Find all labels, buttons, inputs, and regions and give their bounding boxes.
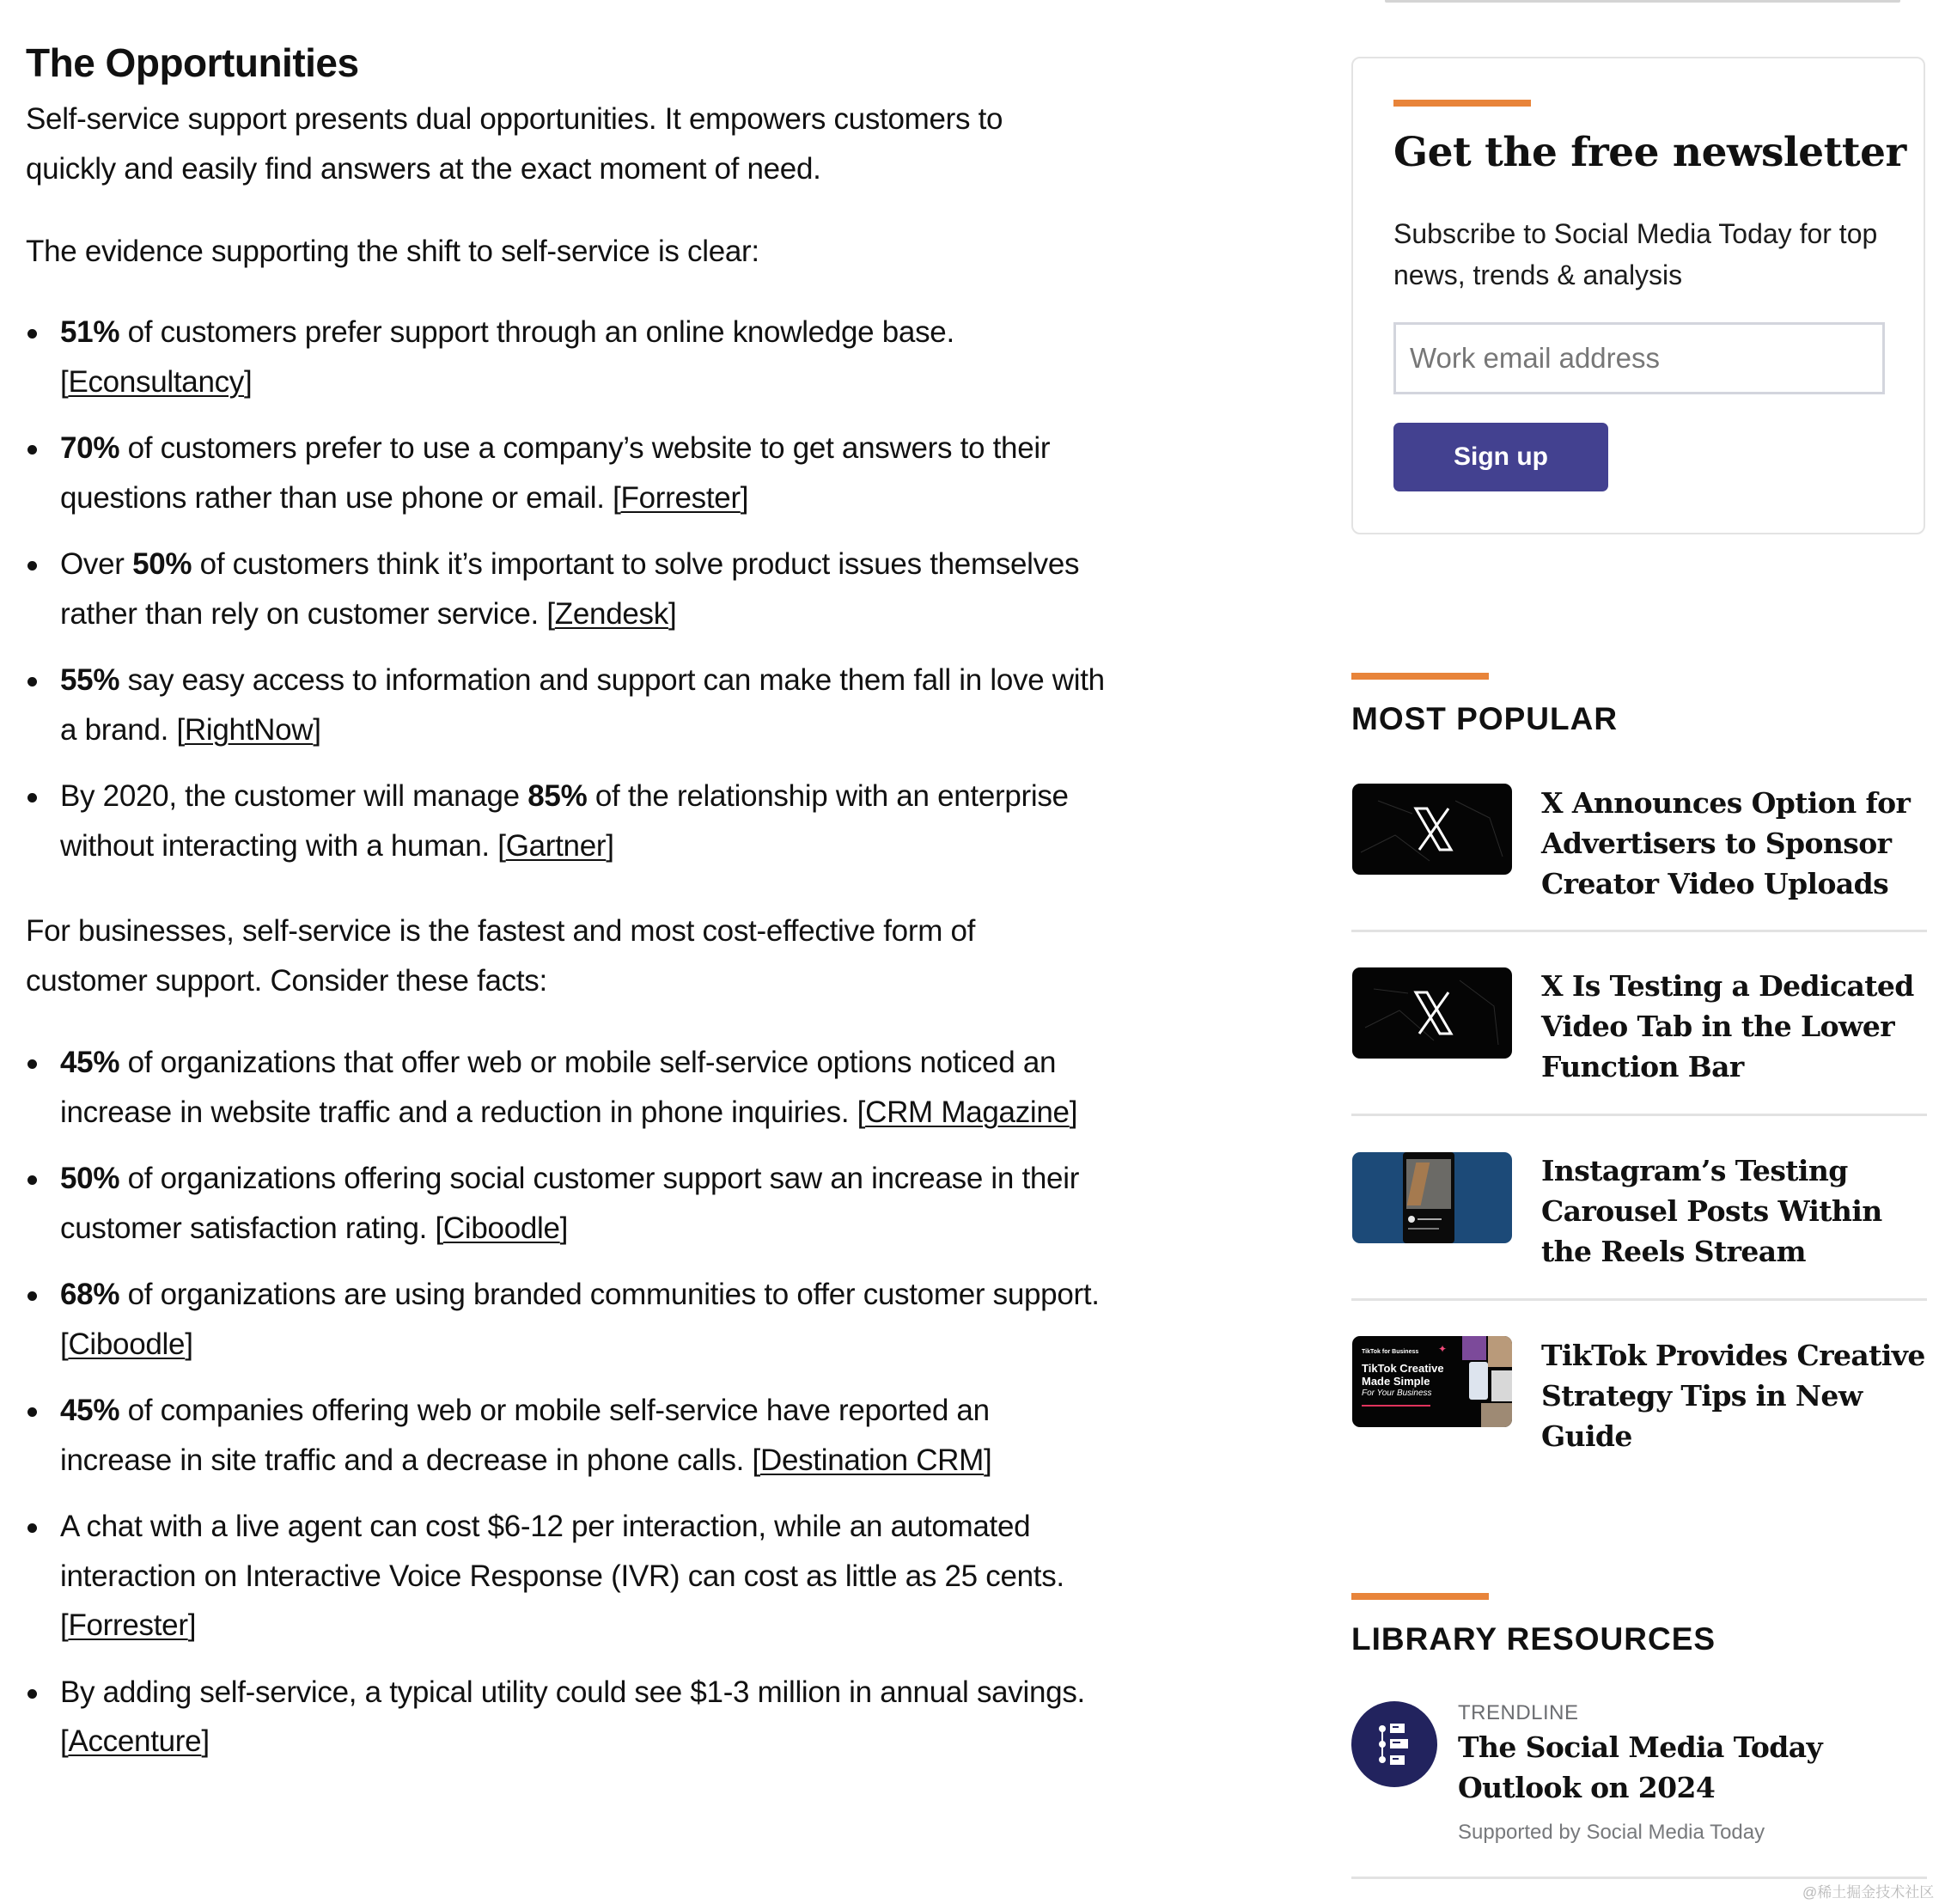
instagram-reels-thumbnail[interactable] — [1352, 1152, 1512, 1243]
photo-collage — [1481, 1403, 1512, 1427]
bullet-icon — [27, 677, 37, 687]
list-item: 51% of customers prefer support through an online knowledge base. [Econsultancy] — [26, 308, 1108, 406]
source-link[interactable]: Gartner — [505, 828, 607, 863]
bullet-icon — [27, 1689, 37, 1699]
x-logo-icon — [1352, 967, 1512, 1059]
source-link[interactable]: Ciboodle — [442, 1211, 560, 1245]
x-logo-thumbnail[interactable] — [1352, 784, 1512, 875]
list-item: 50% of organizations offering social customer support saw an increase in their customer satisfaction rating. [Ciboodle] — [26, 1154, 1108, 1253]
source-link[interactable]: Forrester — [68, 1608, 188, 1642]
divider — [1351, 930, 1927, 932]
item-text: By 2020, the customer will manage — [60, 779, 528, 813]
item-stat: 70% — [60, 431, 120, 465]
tiktok-line1: TikTok Creative — [1362, 1362, 1444, 1375]
source-link[interactable]: Econsultancy — [68, 364, 245, 399]
photo-collage — [1488, 1336, 1512, 1367]
newsletter-title: Get the free newsletter — [1393, 129, 1906, 176]
list-item: 70% of customers prefer to use a company’s website to get answers to their questions rather than use phone or email. [Forrester] — [26, 424, 1108, 522]
photo-collage — [1469, 1362, 1488, 1400]
divider — [1351, 1114, 1927, 1116]
popular-headline[interactable]: Instagram’s Testing Carousel Posts Within the Reels Stream — [1541, 1154, 1882, 1268]
avatar-dot — [1408, 1216, 1415, 1223]
popular-headline[interactable]: TikTok Provides Creative Strategy Tips in New Guide — [1541, 1339, 1925, 1453]
tiktok-brand-text: TikTok for Business — [1362, 1349, 1419, 1355]
timeline-list-icon[interactable] — [1351, 1701, 1437, 1787]
item-text: of customers prefer support through an online knowledge base. — [119, 315, 954, 349]
divider — [1351, 1298, 1927, 1301]
item-stat: 45% — [60, 1046, 120, 1079]
item-text: of the relationship with an enterprise without interacting with a human. — [60, 779, 1069, 863]
resource-sponsor: Supported by Social Media Today — [1458, 1821, 1765, 1844]
bullet-icon — [27, 1175, 37, 1185]
popular-headline[interactable]: X Is Testing a Dedicated Video Tab in the Lower Function Bar — [1541, 969, 1914, 1083]
bullet-icon — [27, 329, 37, 339]
email-field[interactable] — [1393, 322, 1885, 394]
item-stat: 50% — [132, 547, 192, 581]
resource-tag: TRENDLINE — [1458, 1701, 1579, 1724]
list-item: By adding self-service, a typical utility could see $1-3 million in annual savings. [Accenture] — [26, 1668, 1108, 1767]
newsletter-subtitle: Subscribe to Social Media Today for top news, trends & analysis — [1393, 218, 1878, 290]
item-stat: 55% — [60, 663, 120, 697]
item-text: of organizations are using branded communities to offer customer support. — [119, 1278, 1100, 1311]
source-link[interactable]: CRM Magazine — [865, 1095, 1070, 1129]
resource-title[interactable]: The Social Media Today Outlook on 2024 — [1458, 1730, 1823, 1804]
tiktok-red-caption — [1362, 1405, 1430, 1407]
item-text: of organizations offering social customer support saw an increase in their customer satisfaction rating. — [60, 1162, 1080, 1245]
section-heading: The Opportunities — [26, 40, 359, 86]
source-link[interactable]: Zendesk — [554, 596, 668, 631]
previous-card-edge — [1385, 0, 1900, 3]
item-text: of customers think it’s important to solve product issues themselves rather than rely on customer service. — [60, 547, 1080, 631]
intro-paragraph: Self-service support presents dual opportunities. It empowers customers to quickly and easily find answers at the exact moment of need. — [26, 102, 1003, 186]
item-stat: 51% — [60, 315, 120, 349]
list-item: By 2020, the customer will manage 85% of the relationship with an enterprise without interacting with a human. [Gartner] — [26, 772, 1108, 870]
x-logo-thumbnail[interactable] — [1352, 967, 1512, 1059]
photo-collage — [1491, 1370, 1512, 1401]
source-link[interactable]: Destination CRM — [759, 1443, 985, 1477]
source-link[interactable]: Ciboodle — [68, 1327, 186, 1361]
most-popular-accent-bar — [1351, 673, 1489, 680]
phone-screen-image — [1403, 1152, 1454, 1243]
watermark: @稀土掘金技术社区 — [1802, 1884, 1935, 1901]
bullet-icon — [27, 1291, 37, 1301]
business-lead-paragraph: For businesses, self-service is the fastest and most cost-effective form of customer support. Consider these facts: — [26, 914, 976, 998]
item-stat: 50% — [60, 1162, 120, 1195]
list-item: 68% of organizations are using branded communities to offer customer support. [Ciboodle] — [26, 1270, 1108, 1369]
tiktok-line3: For Your Business — [1362, 1388, 1432, 1398]
source-link[interactable]: Accenture — [68, 1724, 202, 1758]
item-text: A chat with a live agent can cost $6-12 per interaction, while an automated interaction on Interactive Voice Response (IVR) can cost as little as 25 cents. — [60, 1510, 1064, 1593]
item-text: of companies offering web or mobile self-service have reported an increase in site traffic and a decrease in phone calls. — [60, 1394, 990, 1477]
tiktok-line2: Made Simple — [1362, 1375, 1430, 1388]
tiktok-guide-thumbnail[interactable] — [1352, 1336, 1512, 1427]
list-item: Over 50% of customers think it’s important to solve product issues themselves rather than rely on customer service. [Zendesk] — [26, 540, 1108, 638]
bullet-icon — [27, 1059, 37, 1069]
item-stat: 45% — [60, 1394, 120, 1427]
item-text: of customers prefer to use a company’s website to get answers to their questions rather than use phone or email. — [60, 431, 1051, 515]
bullet-icon — [27, 561, 37, 571]
item-text: By adding self-service, a typical utility could see $1-3 million in annual savings. — [60, 1675, 1085, 1709]
library-title: LIBRARY RESOURCES — [1351, 1621, 1716, 1657]
item-text: of organizations that offer web or mobile self-service options noticed an increase in website traffic and a reduction in phone inquiries. — [60, 1046, 1057, 1129]
library-accent-bar — [1351, 1593, 1489, 1600]
divider — [1351, 1877, 1927, 1879]
source-link[interactable]: Forrester — [620, 480, 741, 515]
signup-button[interactable]: Sign up — [1393, 423, 1608, 491]
bullet-icon — [27, 1407, 37, 1417]
sparkle-icon: ✦ — [1438, 1343, 1448, 1355]
caption-line — [1408, 1228, 1439, 1230]
x-logo-icon — [1352, 784, 1512, 875]
bullet-icon — [27, 1523, 37, 1533]
item-text: Over — [60, 547, 133, 581]
caption-line — [1418, 1218, 1442, 1220]
photo-collage — [1462, 1336, 1486, 1360]
newsletter-accent-bar — [1393, 100, 1531, 107]
bullet-icon — [27, 445, 37, 455]
business-facts-list — [26, 1038, 1108, 1784]
timeline-glyph — [1351, 1701, 1437, 1787]
item-stat: 85% — [527, 779, 588, 813]
most-popular-title: MOST POPULAR — [1351, 701, 1619, 736]
list-item: A chat with a live agent can cost $6-12 per interaction, while an automated interaction on Interactive Voice Response (IVR) can cost as little as 25 cents. [Forrester] — [26, 1502, 1108, 1651]
evidence-lead-paragraph: The evidence supporting the shift to self-service is clear: — [26, 235, 759, 268]
evidence-list — [26, 308, 1108, 888]
list-item: 55% say easy access to information and support can make them fall in love with a brand. [RightNow] — [26, 656, 1108, 754]
item-text: say easy access to information and support can make them fall in love with a brand. — [60, 663, 1105, 747]
list-item: 45% of companies offering web or mobile self-service have reported an increase in site traffic and a decrease in phone calls. [Destination CRM] — [26, 1386, 1108, 1485]
list-item: 45% of organizations that offer web or mobile self-service options noticed an increase in website traffic and a reduction in phone inquiries. [CRM Magazine] — [26, 1038, 1108, 1137]
bullet-icon — [27, 793, 37, 802]
source-link[interactable]: RightNow — [184, 712, 314, 747]
item-stat: 68% — [60, 1278, 120, 1311]
popular-headline[interactable]: X Announces Option for Advertisers to Sponsor Creator Video Uploads — [1541, 786, 1911, 900]
